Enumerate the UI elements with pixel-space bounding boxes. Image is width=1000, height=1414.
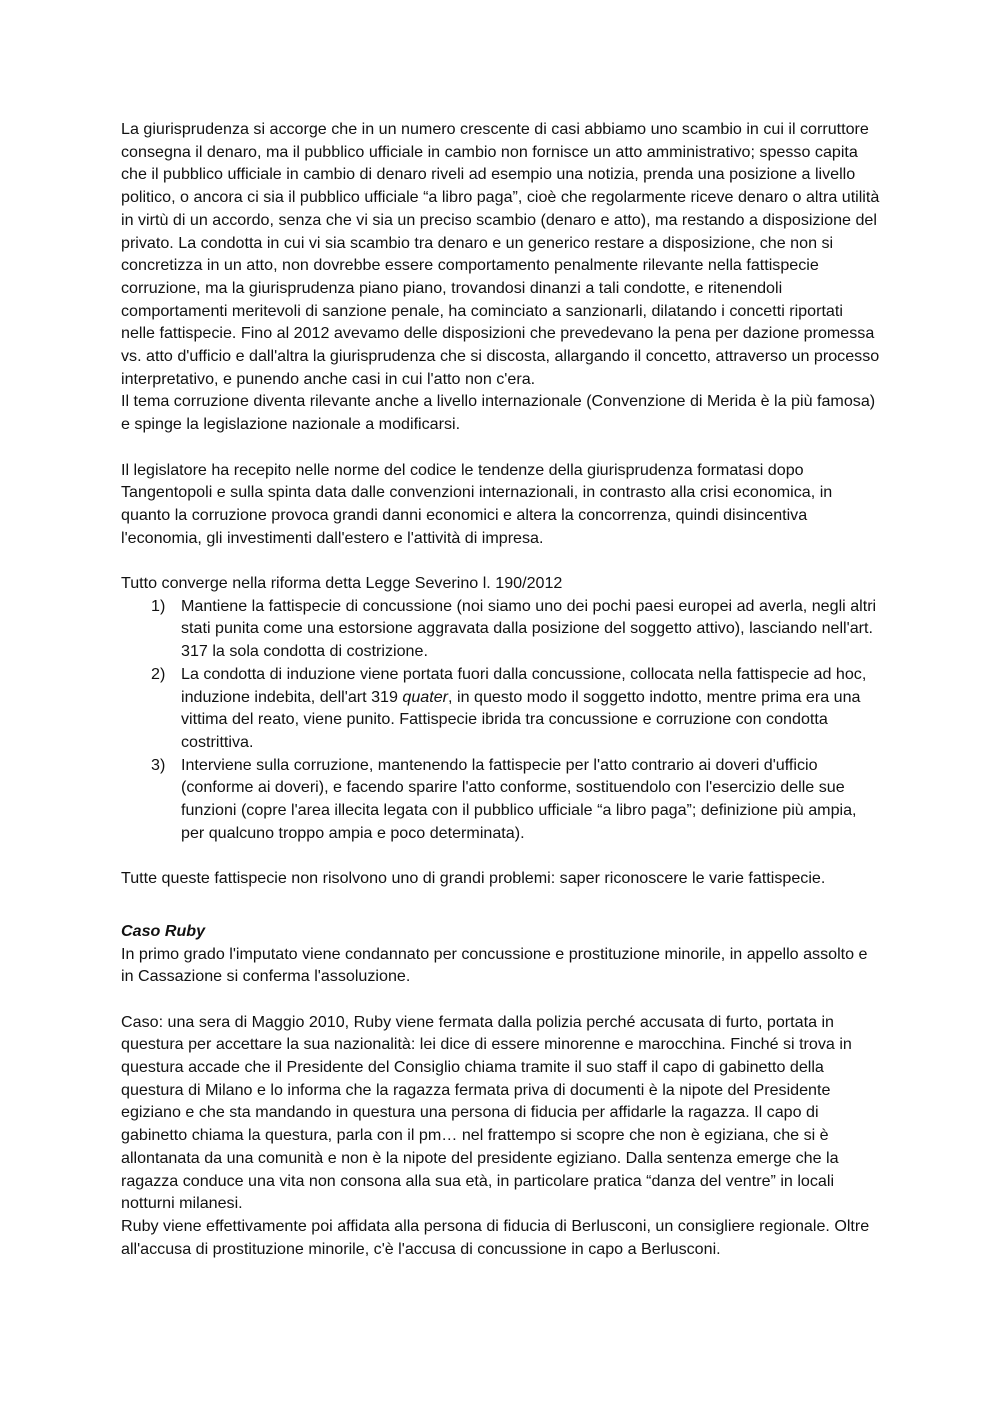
case-heading: Caso Ruby xyxy=(121,921,206,940)
list-item xyxy=(121,754,881,845)
document-page xyxy=(121,118,881,1260)
paragraph-international: Il tema corruzione diventa rilevante anche a livello internazionale (Convenzione di Merida è la più famosa) e spinge la legislazione nazionale a modificarsi. xyxy=(121,392,876,434)
list-item xyxy=(121,595,881,663)
list-item-number: 1) xyxy=(151,596,166,615)
list-item-text-part: , in questo modo il soggetto indotto, mentre prima era una vittima del reato, viene punito. Fattispecie ibrida tra concussione e corruzione con condotta costrittiva. xyxy=(181,687,861,751)
list-item-text: Interviene sulla corruzione, mantenendo la fattispecie per l'atto contrario ai doveri d'ufficio (conforme ai doveri), e facendo sparire l'atto conforme, sostituendolo con l'esercizio delle sue funzioni (copre l'area illecita legata con il pubblico ufficiale “a libro paga”; definizione più ampia, per qualcuno troppo ampia e poco determinata). xyxy=(181,755,857,842)
section-spacer xyxy=(121,890,881,920)
list-item-text-part: La condotta di induzione viene portata fuori dalla concussione, collocata nella fattispecie ad hoc, induzione indebita, dell'art 319 xyxy=(181,664,867,706)
list-item-number: 2) xyxy=(151,664,166,683)
case-paragraph-trial: In primo grado l'imputato viene condannato per concussione e prostituzione minorile, in appello assolto e in Cassazione si conferma l'assoluzione. xyxy=(121,944,868,986)
paragraph-spacer xyxy=(121,988,881,1011)
reform-list xyxy=(121,595,881,845)
case-paragraph-outcome: Ruby viene effettivamente poi affidata alla persona di fiducia di Berlusconi, un consigliere regionale. Oltre all'accusa di prostituzione minorile, c'è l'accusa di concussione in capo a Berlusconi. xyxy=(121,1216,870,1258)
paragraph-spacer xyxy=(121,844,881,867)
paragraph-spacer xyxy=(121,436,881,459)
list-item-text xyxy=(181,665,866,751)
case-paragraph-facts: Caso: una sera di Maggio 2010, Ruby viene fermata dalla polizia perché accusata di furto, portata in questura per accettare la sua nazionalità: lei dice di essere minorenne e marocchina. Finché si trova in questura accade che il Presidente del Consiglio chiama tramite il suo staff il capo di gabinetto della questura di Milano e lo informa che la ragazza fermata priva di documenti è la nipote del Presidente egiziano e che sta mandando in questura una persona di fiducia per affidarle la ragazza. Il capo di gabinetto chiama la questura, parla con il pm… nel frattempo si scopre che non è egiziana, che si è allontanata da una comunità e non è la nipote del presidente egiziano. Dalla sentenza emerge che la ragazza conduce una vita non consona alla sua età, in particolare pratica “danza del ventre” in locali notturni milanesi. xyxy=(121,1012,852,1213)
list-item-text: Mantiene la fattispecie di concussione (noi siamo uno dei pochi paesi europei ad averla, negli altri stati punita come una estorsione aggravata dalla posizione del soggetto attivo), lasciando nell'art. 317 la sola condotta di costrizione. xyxy=(181,596,877,661)
list-item-number: 3) xyxy=(151,755,166,774)
paragraph-spacer xyxy=(121,549,881,572)
paragraph-jurisprudence: La giurisprudenza si accorge che in un numero crescente di casi abbiamo uno scambio in cui il corruttore consegna il denaro, ma il pubblico ufficiale in cambio non fornisce un atto amministrativo; spesso capita che il pubblico ufficiale in cambio di denaro riveli ad esempio una notizia, prenda una posizione a livello politico, o ancora ci sia il pubblico ufficiale “a libro paga”, cioè che regolarmente riceve denaro o altra utilità in virtù di un accordo, senza che vi sia un preciso scambio (denaro e atto), ma restando a disposizione del privato. La condotta in cui vi sia scambio tra denaro e un generico restare a disposizione, che non si concretizza in un atto, non dovrebbe essere comportamento penalmente rilevante nella fattispecie corruzione, ma la giurisprudenza piano piano, trovandosi dinanzi a tali condotte, e ritenendoli comportamenti meritevoli di sanzione penale, ha cominciato a sanzionarli, dilatando i concetti riportati nelle fattispecie. Fino al 2012 avevamo delle disposizioni che prevedevano la pena per dazione promessa vs. atto d'ufficio e dall'altra la giurisprudenza che si discosta, allargando il concetto, attraverso un processo interpretativo, e punendo anche casi in cui l'atto non c'era. xyxy=(121,120,880,388)
list-item-text-italic: quater xyxy=(402,687,449,706)
paragraph-problems: Tutte queste fattispecie non risolvono uno di grandi problemi: saper riconoscere le varie fattispecie. xyxy=(121,869,826,888)
paragraph-legislator: Il legislatore ha recepito nelle norme del codice le tendenze della giurisprudenza formatasi dopo Tangentopoli e sulla spinta data dalle convenzioni internazionali, in contrasto alla crisi economica, in quanto la corruzione provoca grandi danni economici e altera la concorrenza, quindi disincentiva l'economia, gli investimenti dall'estero e l'attività di impresa. xyxy=(121,460,833,547)
reform-intro: Tutto converge nella riforma detta Legge Severino l. 190/2012 xyxy=(121,574,563,593)
list-item xyxy=(121,663,881,754)
